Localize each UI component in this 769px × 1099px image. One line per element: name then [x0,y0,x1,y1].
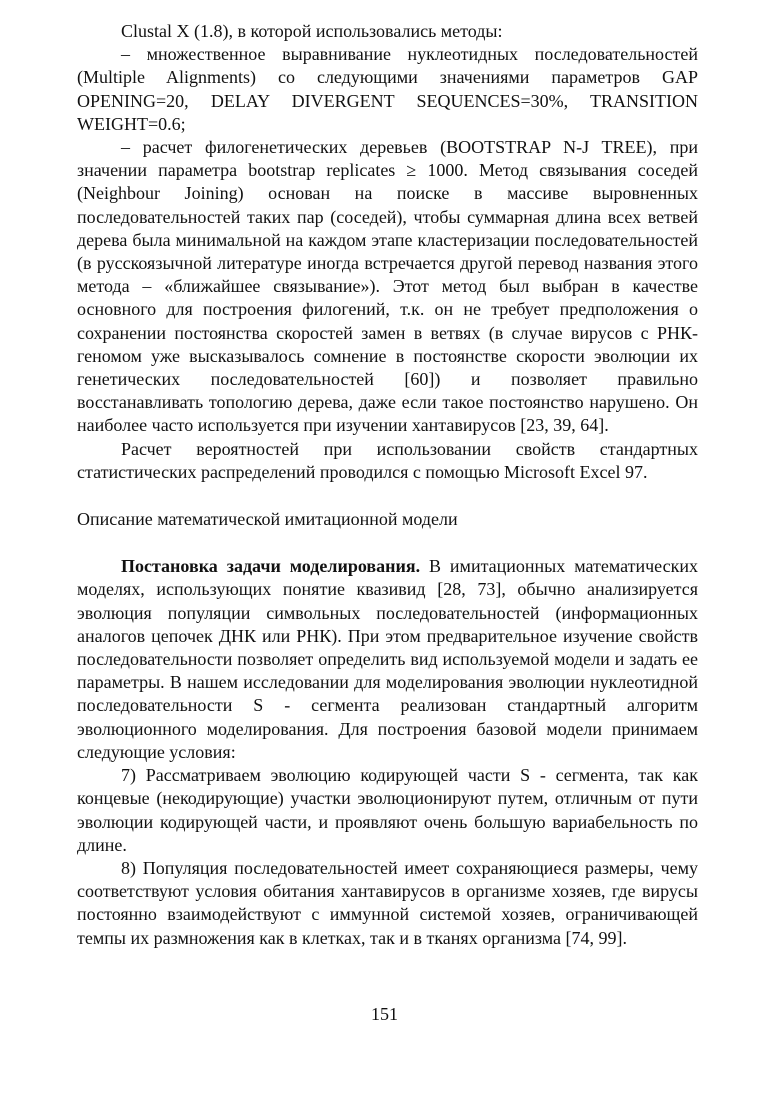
paragraph-text: Расчет вероятностей при использовании свойств стандартных статистических распределений проводился с помощью Microsoft Excel 97. [77,438,698,482]
paragraph-text: 8) Популяция последовательностей имеет сохраняющиеся размеры, чему соответствуют условия обитания хантавирусов в организме хозяев, где вирусы постоянно взаимодействуют с иммунной системой хозяев, ограничивающей темпы их размножения как в клетках, так и в тканях организма [74, 99]. [77,857,698,948]
method-tree-paragraph [77,136,698,438]
problem-statement-paragraph [77,555,698,764]
section-heading-text: Описание математической имитационной модели [77,509,458,530]
paragraph-text: Clustal X (1.8), в которой использовались методы: [121,21,503,41]
paragraph-lead: Постановка задачи моделирования. [121,556,421,577]
paragraph-text: В имитационных математических моделях, использующих понятие квазивид [28, 73], обычно анализируется эволюция популяции символьных последовательностей (информационных аналогов цепочек ДНК или РНК). При этом предварительное изучение свойств последовательности позволяет определить вид используемой модели и задать ее параметры. В нашем исследовании для моделирования эволюции нуклеотидной последовательности S - сегмента реализован стандартный алгоритм эволюционного моделирования. Для построения базовой модели принимаем следующие условия: [77,556,698,762]
section-heading [77,508,698,531]
document-page [77,20,698,950]
condition-8-paragraph [77,857,698,950]
paragraph-text: 7) Рассматриваем эволюцию кодирующей части S - сегмента, так как концевые (некодирующие) участки эволюционируют путем, отличным от пути эволюции кодирующей части, и проявляют очень большую вариабельность по длине. [77,765,698,855]
paragraph-text: – множественное выравнивание нуклеотидных последовательностей (Multiple Alignments) со следующими значениями параметров GAP OPENING=20, DELAY DIVERGENT SEQUENCES=30%, TRANSITION WEIGHT=0.6; [77,44,698,134]
condition-7-paragraph [77,764,698,857]
intro-paragraph [77,20,698,43]
paragraph-text: – расчет филогенетических деревьев (BOOTSTRAP N-J TREE), при значении параметра bootstrap replicates ≥ 1000. Метод связывания соседей (Neighbour Joining) основан на поиске в массиве выровненных последовательностей таких пар (соседей), чтобы суммарная длина всех ветвей дерева была минимальной на каждом этапе кластеризации последовательностей (в русскоязычной литературе иногда встречается другой перевод названия этого метода – «ближайшее связывание»). Этот метод был выбран в качестве основного для построения филогений, т.к. он не требует предположения о сохранении постоянства скоростей замен в ветвях (в случае вирусов с РНК-геномом уже высказывалось сомнение в постоянстве скорости эволюции их генетических последовательностей [60]) и позволяет правильно восстанавливать топологию дерева, даже если такое постоянство нарушено. Он наиболее часто используется при изучении хантавирусов [23, 39, 64]. [77,137,698,436]
page-number: 151 [371,1004,398,1024]
method-alignment-paragraph [77,43,698,136]
statistics-paragraph [77,438,698,484]
